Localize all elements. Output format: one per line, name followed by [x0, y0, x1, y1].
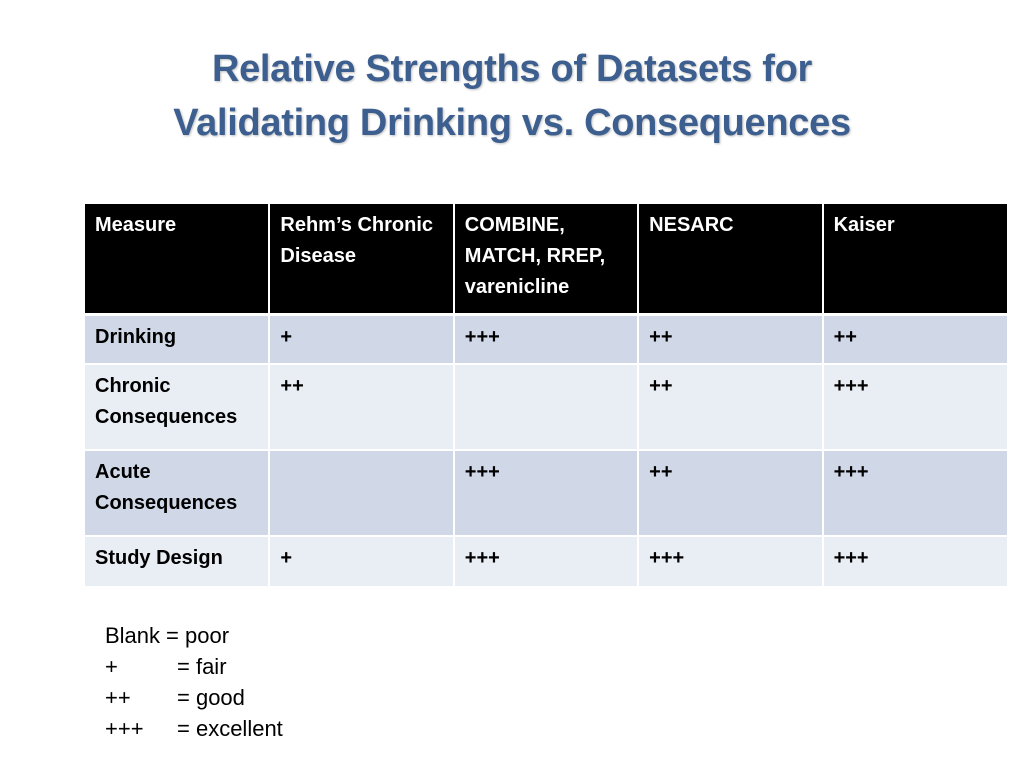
table-row [85, 364, 1007, 450]
table-row [85, 450, 1007, 536]
table-header-row [85, 204, 1007, 314]
table-cell: ++ [638, 364, 822, 450]
row-label: Drinking [85, 314, 269, 364]
legend-row [105, 651, 283, 682]
table-row [85, 314, 1007, 364]
legend [105, 620, 283, 744]
legend-row [105, 713, 283, 744]
table-cell: + [269, 314, 453, 364]
slide-title [0, 42, 1024, 150]
table-cell: ++ [638, 314, 822, 364]
legend-meaning: = fair [177, 654, 227, 679]
title-line-1: Relative Strengths of Datasets for [211, 48, 813, 90]
table-cell: ++ [823, 314, 1007, 364]
table-cell: + [269, 536, 453, 586]
legend-symbol: ++ [105, 685, 131, 710]
table-cell: +++ [823, 536, 1007, 586]
table-cell: +++ [823, 364, 1007, 450]
legend-symbol: +++ [105, 716, 144, 741]
table-cell: +++ [454, 450, 638, 536]
row-label: Acute Consequences [85, 450, 269, 536]
table-cell [269, 450, 453, 536]
table-cell: +++ [454, 536, 638, 586]
legend-symbol: Blank [105, 623, 161, 648]
datasets-table [85, 204, 1007, 586]
legend-meaning: = excellent [177, 716, 283, 741]
table-cell: +++ [638, 536, 822, 586]
table-cell: ++ [638, 450, 822, 536]
row-label: Study Design [85, 536, 269, 586]
legend-meaning: = good [177, 685, 245, 710]
header-kaiser: Kaiser [823, 204, 1007, 314]
table-row [85, 536, 1007, 586]
title-line-2: Validating Drinking vs. Consequences [173, 102, 851, 144]
table-cell [454, 364, 638, 450]
header-nesarc: NESARC [638, 204, 822, 314]
legend-row [105, 620, 283, 651]
legend-symbol: + [105, 654, 118, 679]
table-cell: ++ [269, 364, 453, 450]
header-measure: Measure [85, 204, 269, 314]
header-combine: COMBINE, MATCH, RREP, varenicline [454, 204, 638, 314]
header-rehm: Rehm’s Chronic Disease [269, 204, 453, 314]
row-label: Chronic Consequences [85, 364, 269, 450]
table-cell: +++ [823, 450, 1007, 536]
legend-row [105, 682, 283, 713]
table-cell: +++ [454, 314, 638, 364]
legend-meaning: = poor [166, 623, 230, 648]
